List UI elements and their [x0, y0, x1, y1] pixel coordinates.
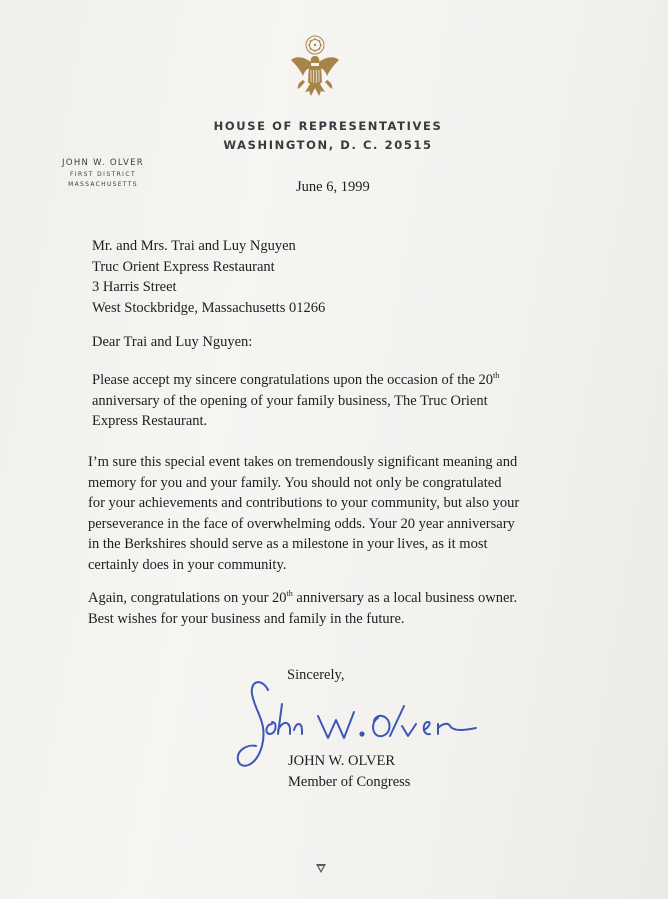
letterhead-member-block [51, 158, 155, 188]
eagle-seal-icon [289, 34, 341, 112]
signer-name: JOHN W. OLVER [288, 753, 396, 769]
svg-text:John W. Olver: John W. Olver [228, 672, 234, 673]
paragraph-significance [88, 452, 519, 575]
paragraph-line: Express Restaurant. [92, 413, 208, 429]
union-label-icon [315, 862, 327, 874]
paragraph-line: certainly does in your community. [88, 556, 287, 573]
recipient-line: Mr. and Mrs. Trai and Luy Nguyen [92, 238, 296, 254]
recipient-line: Truc Orient Express Restaurant [92, 258, 275, 275]
salutation: Dear Trai and Luy Nguyen: [92, 334, 253, 350]
paragraph-line: perseverance in the face of overwhelming odds. Your 20 year anniversary [88, 515, 515, 532]
paragraph-line: in the Berkshires should serve as a milestone in your lives, as it most [88, 536, 488, 552]
letterhead-address: WASHINGTON, D. C. 20515 [223, 138, 433, 152]
paragraph-line: Best wishes for your business and family in the future. [88, 610, 405, 627]
paragraph-best-wishes [88, 588, 517, 629]
member-district: FIRST DISTRICT [69, 171, 137, 178]
letterhead-house: HOUSE OF REPRESENTATIVES [213, 119, 443, 133]
paragraph-line: memory for you and your family. You should not only be congratulated [88, 474, 502, 491]
paragraph-congratulations [92, 370, 499, 432]
paragraph-line: Again, congratulations on your 20th anniversary as a local business owner. [88, 589, 518, 606]
letter-date: June 6, 1999 [296, 179, 370, 195]
member-state: MASSACHUSETTS [68, 181, 138, 188]
recipient-address [92, 236, 325, 318]
paragraph-line: Please accept my sincere congratulations upon the occasion of the 20th [92, 371, 500, 388]
paragraph-line: anniversary of the opening of your family business, The Truc Orient [92, 392, 488, 409]
paragraph-line: for your achievements and contributions to your community, but also your [88, 495, 520, 511]
signer-title: Member of Congress [288, 774, 411, 790]
signer-block [288, 751, 410, 793]
closing: Sincerely, [287, 667, 345, 683]
recipient-line: 3 Harris Street [92, 279, 177, 295]
member-name: JOHN W. OLVER [62, 158, 144, 168]
recipient-line: West Stockbridge, Massachusetts 01266 [92, 299, 326, 316]
paragraph-line: I’m sure this special event takes on tremendously significant meaning and [88, 454, 518, 470]
